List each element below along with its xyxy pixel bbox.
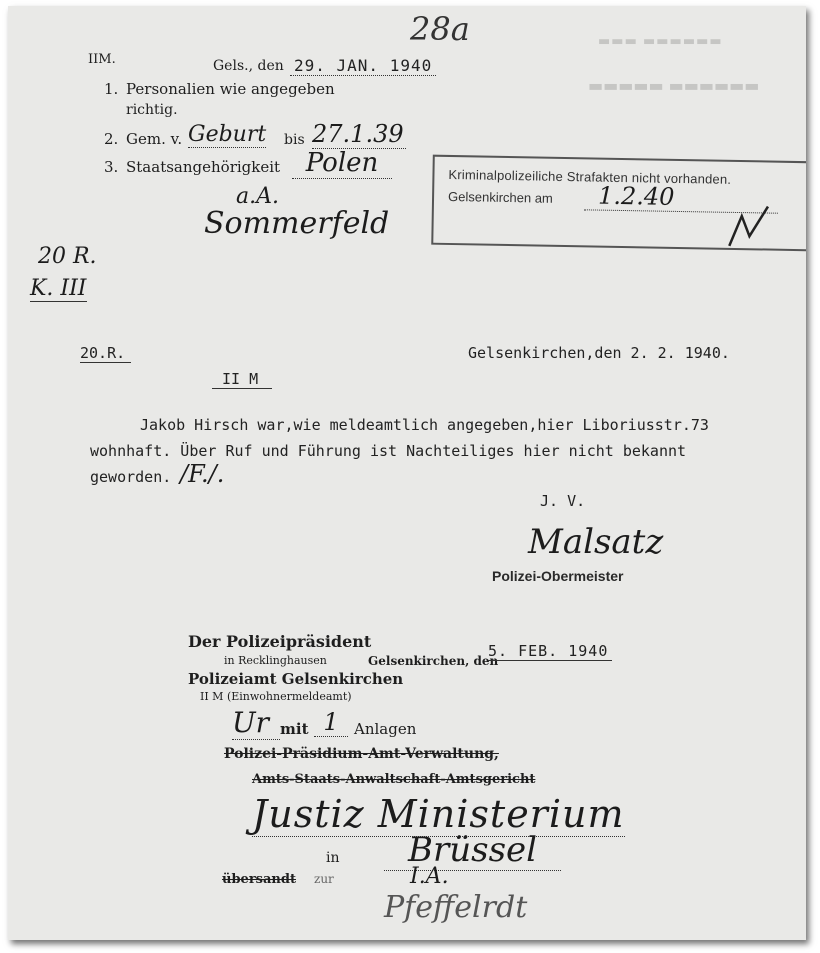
zur-label: zur [314, 872, 334, 886]
item3-value: Polen [292, 148, 392, 179]
line-amts: Amts-Staats-Anwaltschaft-Amtsgericht [252, 772, 536, 787]
item3-number: 3. [104, 158, 119, 176]
corner-mark: 28a [410, 10, 470, 48]
forward-city-label: Gelsenkirchen, den [368, 654, 499, 668]
item3-label: Staatsangehörigkeit [126, 158, 281, 176]
line-mit-count: 1 [314, 708, 348, 737]
stamp-line2-label: Gelsenkirchen am [447, 188, 553, 206]
side-note-line1: 20 R. [38, 244, 97, 269]
final-signature: Pfeffelrdt [384, 890, 528, 925]
item1-text: Personalien wie angegeben [126, 80, 335, 98]
letter-place-date: Gelsenkirchen,den 2. 2. 1940. [468, 344, 730, 362]
stamp-date: 1.2.40 [584, 181, 778, 213]
item1-number: 1. [104, 80, 119, 98]
document-page [8, 6, 806, 940]
item2-label: Gem. v. [126, 130, 183, 148]
item2-value: Geburt [188, 122, 267, 147]
authority-line3: Polizeiamt Gelsenkirchen [188, 670, 404, 688]
forward-date: 5. FEB. 1940 [488, 642, 612, 661]
top-ref: IIM. [88, 52, 116, 67]
line-anlagen: Anlagen [354, 720, 417, 738]
letter-body-line1: Jakob Hirsch war,wie meldeamtlich angegeben,hier Liboriusstr.73 [140, 416, 709, 434]
authority-line2: in Recklinghausen [224, 654, 327, 667]
letter-jv: J. V. [540, 492, 586, 510]
item2-date: 27.1.39 [312, 120, 406, 149]
top-date: 29. JAN. 1940 [290, 56, 436, 76]
line-mit-prefix: Ur [232, 706, 280, 740]
recipient-name: Justiz Ministerium [252, 792, 625, 836]
recipient-in-label: in [326, 850, 340, 866]
uebersandt-label: übersandt [222, 872, 296, 887]
letter-rank: Polizei-Obermeister [492, 568, 624, 584]
recipient-city: Brüssel [384, 830, 561, 871]
bleed-through-text: ▬▬▬ ▬▬▬▬▬▬ [598, 34, 723, 49]
criminal-records-stamp [431, 155, 806, 252]
top-city-label: Gels., den [213, 58, 284, 74]
letter-signature: Malsatz [528, 522, 664, 562]
authority-line1: Der Polizeipräsident [188, 632, 372, 651]
letter-dept: II M [212, 370, 272, 389]
line-praesidium: Polizei-Präsidium-Amt-Verwaltung, [224, 746, 499, 762]
letter-body-mark: /F./. [180, 460, 225, 488]
signature-prefix: a.A. [236, 184, 279, 209]
ia-mark: I.A. [410, 864, 449, 889]
letter-body-line3: geworden. [90, 468, 172, 486]
authority-line4: II M (Einwohnermeldeamt) [200, 690, 352, 703]
stamp-initial-mark [723, 202, 774, 253]
item1-text-cont: richtig. [126, 102, 178, 118]
side-note-line2: K. III [30, 276, 87, 301]
item2-bis: bis [284, 132, 305, 148]
bleed-through-text: ▬▬▬▬▬ ▬▬▬▬▬▬ [588, 76, 760, 95]
signature-sommerfeld: Sommerfeld [204, 206, 390, 241]
stamp-line1: Kriminalpolizeiliche Strafakten nicht vorhanden. [448, 166, 732, 187]
letter-body-line2: wohnhaft. Über Ruf und Führung ist Nachteiliges hier nicht bekannt [90, 442, 687, 460]
line-mit: mit [280, 720, 309, 738]
letter-ref: 20.R. [80, 344, 131, 363]
item2-number: 2. [104, 130, 119, 148]
